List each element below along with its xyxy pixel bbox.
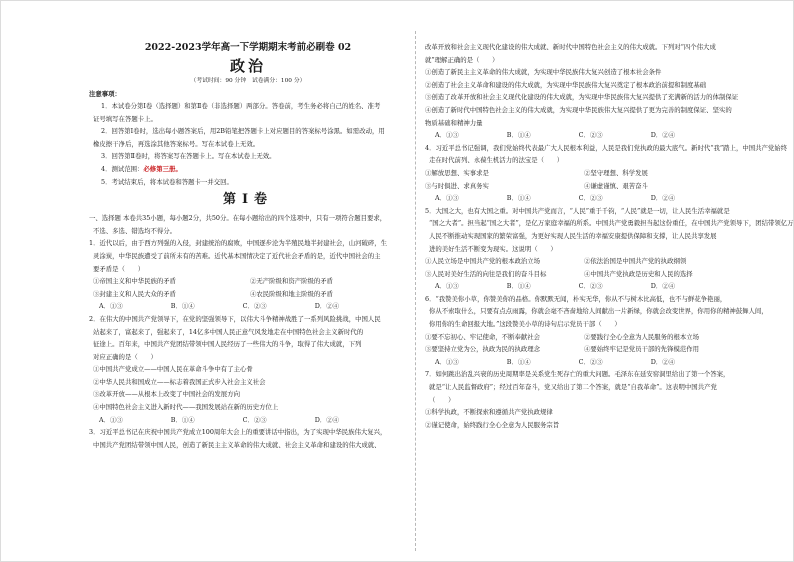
question-5 [425, 205, 794, 293]
answer-option: A．①③ [99, 415, 123, 424]
choice-item: ③封建主义和人民大众的矛盾 [93, 289, 177, 298]
question-6 [425, 293, 768, 369]
question-stem: 3．习近平总书记在庆祝中国共产党成立100周年大会上的重要讲话中指出，为了实现中华民族伟大复兴， [89, 428, 387, 437]
question-3 [89, 426, 407, 451]
answer-option: D．②④ [650, 357, 675, 366]
answer-option: C．②③ [578, 131, 603, 140]
question-stem: 6．“我赞美你小草，你赞美你的品格。你默默无闻，朴实无华，你从不与树木比高低，也不与鲜花争艳丽， [425, 294, 727, 303]
choice-item: ②依法治国是中国共产党的执政纲领 [584, 257, 687, 266]
choice-item: ①要不忘初心、牢记使命，不断奉献社会 [425, 332, 541, 341]
question-1 [89, 237, 407, 313]
notice-scope-value: 必修第三册。 [143, 164, 182, 173]
section-instructions: 一、选择题 本卷共35小题，每小题2分，共50分。在每小题给出的四个选项中，只有一项符合题目要求， [89, 214, 387, 223]
question-stem: 进的美好生活不断变为现实。这说明（ ） [429, 244, 557, 253]
choice-item: ④中国特色社会主义进入新时代——我国发展站在新的历史方位上 [93, 403, 279, 412]
choice-item: ④要始终牢记是党员干部的先锋模范作用 [584, 345, 700, 354]
question-stem: 征途上。百年来，中国共产党团结带领中国人民经历了一些伟大的斗争，取得了伟大成就，下列 [93, 340, 362, 349]
notice-heading: 注意事项： [89, 90, 121, 98]
question-stem: 灵涂炭，中华民族遭受了前所未有的苦难。近代基本国情决定了近代社会矛盾的是，近代中国社会的主 [93, 251, 381, 260]
question-stem: 4．习近平总书记强调，我们党始终代表最广大人民根本利益，人民是我们党执政的最大底气。新时代“我”踏上，中国共产党始终 [425, 143, 788, 152]
answer-option: B．①④ [170, 302, 195, 311]
answer-option: D．②④ [650, 194, 675, 203]
answer-option: C．②③ [242, 415, 267, 424]
answer-option: B．①④ [170, 415, 195, 424]
question-stem: 站起来了，富起来了，强起来了，14亿多中国人民正意气风发地走在中国特色社会主义新时代的 [93, 327, 364, 336]
notice-line: 5．考试结束后，将本试卷和答题卡一并交回。 [101, 177, 233, 186]
choice-item: ①科学执政，不断探索和遵循共产党执政规律 [425, 408, 553, 417]
notice-scope-label: 4．测试范围： [101, 164, 144, 173]
question-3-continued [425, 41, 743, 142]
question-stem: 就”理解正确的是（ ） [425, 55, 499, 64]
question-stem: 2．在伟大的中国共产党领导下，在党的坚强领导下，以伟大斗争精神战胜了一系列风险挑战，中国人民 [89, 314, 381, 323]
choice-item: ④中国共产党执政是历史和人民的选择 [584, 269, 693, 278]
notice-line: 证号填写在答题卡上。 [93, 114, 157, 123]
exam-info: （考试时间：90 分钟 试卷满分：100 分） [190, 78, 306, 84]
answer-option: B．①④ [506, 194, 531, 203]
question-stem: 走在时代前列、永葆生机活力的法宝是（ ） [429, 156, 564, 165]
choice-item: ①人民立场是中国共产党的根本政治立场 [425, 257, 541, 266]
answer-option: B．①④ [506, 357, 531, 366]
question-stem: 改革开放和社会主义现代化建设的伟大成就、新时代中国特色社会主义的伟大成就。下列对“四个伟大成 [425, 43, 716, 51]
question-stem: 就是“让人民监督政府”；经过百年奋斗，党又给出了第二个答案，就是“自我革命”。这表明中国共产党 [429, 383, 717, 392]
choice-item: ②要践行全心全意为人民服务的根本立场 [584, 332, 700, 341]
choice-item: ②无产阶级和资产阶级的矛盾 [250, 277, 334, 286]
answer-option: C．②③ [578, 357, 603, 366]
answer-option: B．①④ [506, 131, 531, 140]
section-instructions: 不选、多选、错选均不得分。 [93, 226, 177, 235]
left-column [89, 39, 407, 451]
choice-item: ①帝国主义和中华民族的矛盾 [93, 277, 177, 286]
notice-scope [89, 163, 407, 176]
exam-title: 2022-2023学年高一下学期期末考前必刷卷 02 [144, 42, 352, 53]
choice-item: ④农民阶级和地主阶级的矛盾 [250, 289, 334, 298]
notice-line: 1．本试卷分第Ⅰ卷（选择题）和第Ⅱ卷（非选择题）两部分。答卷前，考生务必将自己的姓名、准考 [101, 102, 381, 110]
choice-item: ①解放思想、实事求是 [425, 168, 489, 177]
answer-option: A．①③ [435, 282, 459, 291]
choice-item: ②坚守理想、科学发展 [584, 168, 648, 177]
question-stem: 要矛盾是（ ） [93, 264, 145, 273]
choice-item: 物质基础和精神力量 [425, 118, 483, 127]
question-stem: 1．近代以后，由于西方列强的入侵，封建统治的腐败，中国逐步沦为半殖民地半封建社会，山河破碎，生 [89, 239, 388, 248]
notice-line: 2．回答第Ⅰ卷时，选出每小题答案后，用2B铅笔把答题卡上对应题目的答案标号涂黑。如需改动，用 [101, 127, 385, 136]
choice-item: ③人民对美好生活的向往是我们的奋斗目标 [425, 269, 547, 278]
answer-option: A．①③ [435, 131, 459, 140]
question-stem: “国之大者”。担当起“国之大者”，是亿万家庭幸福的所系。中国共产党勇毅担当起这份重任，在中国共产党领导下，团结带领亿万 [429, 219, 794, 228]
question-stem: 5．大国之大，也有大国之重。对中国共产党而言，“人民”重于千钧，“人民”就是一切，让人民生活幸福就是 [425, 206, 730, 215]
choice-item: ①创造了新民主主义革命的伟大成就，为实现中华民族伟大复兴创造了根本社会条件 [425, 68, 662, 77]
choice-item: ②谨记使命，始终践行全心全意为人民服务宗旨 [425, 420, 560, 429]
answer-option: D．②④ [650, 131, 675, 140]
question-stem: 人民不断推动实现国家的繁荣富强，为更好实现人民生活的幸福安康提供保障和支撑，让人民共享发展 [429, 231, 717, 240]
volume-title: 第Ⅰ卷 [222, 192, 274, 208]
choice-item: ③要坚持立党为公，执政为民的执政理念 [425, 345, 541, 354]
question-stem: 你从不索取什么，只要有点点雨露，你就会毫不吝啬地给人间献出一片新绿，你就会改变世界，你用你的精神鼓舞人间， [429, 307, 768, 316]
choice-item: ③改革开放——从根本上改变了中国社会的发展方向 [93, 390, 240, 399]
answer-option: A．①③ [99, 302, 123, 311]
answer-option: C．②③ [578, 282, 603, 291]
choice-item: ②创造了社会主义革命和建设的伟大成就，为实现中华民族伟大复兴奠定了根本政治前提和制度基础 [425, 80, 707, 89]
choice-item: ③与时俱进、求真务实 [425, 181, 489, 190]
choice-item: ①中国共产党成立——中国人民在革命斗争中有了主心骨 [93, 365, 253, 374]
choice-item: ②中华人民共和国成立——标志着我国正式步入社会主义社会 [93, 377, 266, 386]
subject-title: 政治 [229, 57, 266, 75]
column-divider [415, 31, 416, 551]
answer-option: B．①④ [506, 282, 531, 291]
answer-option: C．②③ [578, 194, 603, 203]
question-stem: （ ） [429, 395, 455, 404]
question-2 [89, 313, 407, 426]
answer-option: D．②④ [314, 302, 339, 311]
question-stem: 你用你的生命回报大地。”这段赞美小草的诗句启示党员干部（ ） [429, 320, 621, 329]
notice-line: 3．回答第Ⅱ卷时，将答案写在答题卡上。写在本试卷上无效。 [101, 152, 276, 161]
choice-item: ④创造了新时代中国特色社会主义的伟大成就，为实现中华民族伟大复兴提供了更为完善的制度保证、坚实的 [425, 105, 732, 114]
answer-option: D．②④ [314, 415, 339, 424]
question-stem: 7．如何跳出治乱兴衰的历史周期率是关系党生死存亡的重大问题。毛泽东在延安窑洞里给出了第一个答案， [425, 370, 730, 379]
answer-option: A．①③ [435, 194, 459, 203]
answer-option: D．②④ [650, 282, 675, 291]
question-4 [425, 142, 788, 205]
question-7 [425, 368, 743, 431]
notice-line: 橡皮擦干净后，再选涂其他答案标号。写在本试卷上无效。 [93, 139, 260, 148]
choice-item: ③创造了改革开放和社会主义现代化建设的伟大成就，为实现中华民族伟大复兴提供了充满新的活力的体制保证 [425, 93, 739, 102]
question-stem: 对应正确的是（ ） [93, 352, 157, 361]
answer-option: A．①③ [435, 357, 459, 366]
choice-item: ④谦虚谨慎、艰苦奋斗 [584, 181, 648, 190]
question-stem: 中国共产党团结带领中国人民，创造了新民主主义革命的伟大成就、社会主义革命和建设的伟大成就、 [93, 440, 381, 449]
answer-option: C．②③ [242, 302, 267, 311]
right-column [425, 41, 794, 431]
